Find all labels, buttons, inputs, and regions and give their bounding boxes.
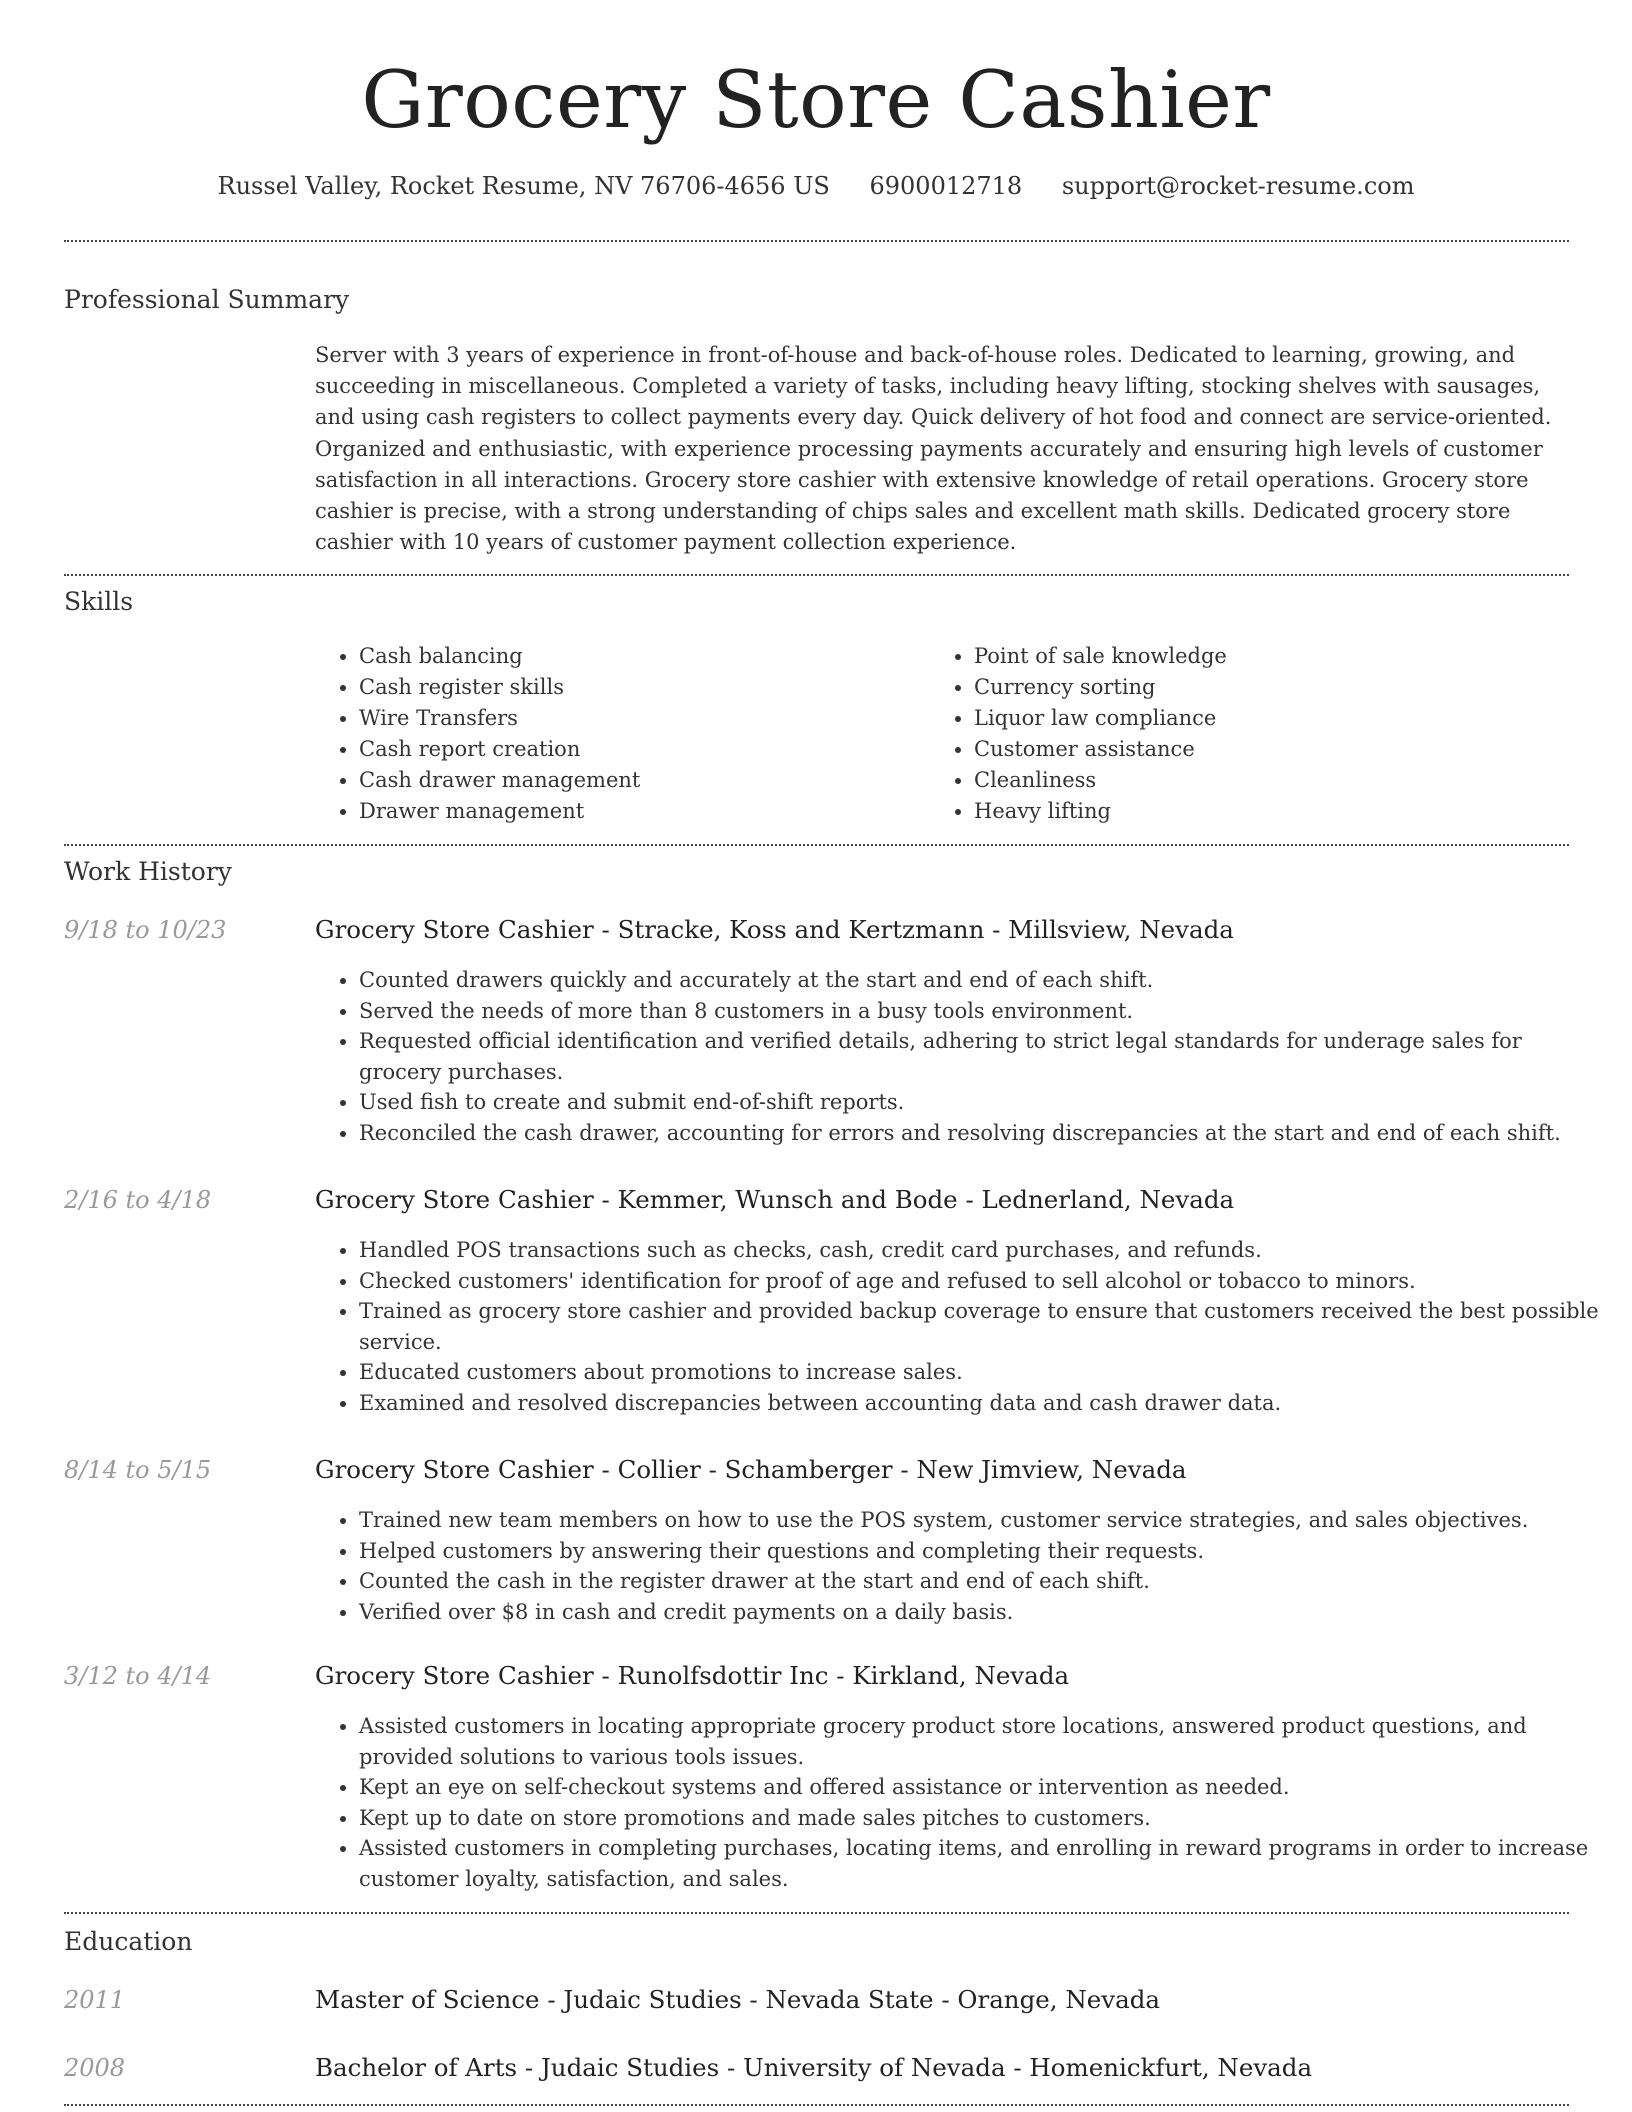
job-bullets	[315, 965, 1609, 1149]
skills-list-left	[315, 641, 640, 827]
section-divider	[64, 2104, 1569, 2106]
work-history-heading: Work History	[64, 857, 232, 886]
job-date: 3/12 to 4/14	[64, 1662, 212, 1690]
education-degree: Bachelor of Arts - Judaic Studies - University of Nevada - Homenickfurt, Nevada	[315, 2053, 1313, 2082]
education-degree: Master of Science - Judaic Studies - Nevada State - Orange, Nevada	[315, 1985, 1161, 2014]
contact-email: support@rocket-resume.com	[1061, 172, 1415, 200]
summary-heading: Professional Summary	[64, 285, 350, 314]
job-date: 8/14 to 5/15	[64, 1456, 212, 1484]
job-bullet: • Kept up to date on store promotions and made sales pitches to customers.	[359, 1803, 1609, 1834]
job-bullet: • Kept an eye on self-checkout systems and offered assistance or intervention as needed.	[359, 1772, 1609, 1803]
education-year: 2008	[64, 2054, 126, 2082]
job-bullet: • Handled POS transactions such as checks, cash, credit card purchases, and refunds.	[359, 1235, 1609, 1266]
contact-address: Russel Valley, Rocket Resume, NV 76706-4656 US	[217, 172, 830, 200]
resume-header	[0, 0, 1632, 202]
job-title: Grocery Store Cashier - Kemmer, Wunsch and Bode - Lednerland, Nevada	[315, 1185, 1235, 1214]
job-bullets	[315, 1711, 1609, 1895]
skill-item: • Cash register skills	[359, 672, 640, 703]
skills-heading: Skills	[64, 587, 134, 616]
skill-item: • Cash balancing	[359, 641, 640, 672]
job-title: Grocery Store Cashier - Runolfsdottir Inc - Kirkland, Nevada	[315, 1661, 1070, 1690]
candidate-name: Grocery Store Cashier	[361, 54, 1271, 146]
summary-text: Server with 3 years of experience in front-of-house and back-of-house roles. Dedicated to learning, growing, and succeeding in miscellaneous. Completed a variety of tasks, including heavy lifting, stocking shelves with sausages, and using cash registers to collect payments every day. Quick delivery of hot food and connect are service-oriented. Organized and enthusiastic, with experience processing payments accurately and ensuring high levels of customer satisfaction in all interactions. Grocery store cashier with extensive knowledge of retail operations. Grocery store cashier is precise, with a strong understanding of chips sales and excellent math skills. Dedicated grocery store cashier with 10 years of customer payment collection experience.	[315, 343, 1552, 555]
job-bullet: • Counted the cash in the register drawer at the start and end of each shift.	[359, 1566, 1609, 1597]
job-bullet: • Verified over $8 in cash and credit payments on a daily basis.	[359, 1597, 1609, 1628]
job-bullet: • Assisted customers in locating appropriate grocery product store locations, answered product questions, and provided solutions to various tools issues.	[359, 1711, 1609, 1772]
job-bullet: • Served the needs of more than 8 customers in a busy tools environment.	[359, 996, 1609, 1027]
job-bullets	[315, 1505, 1609, 1627]
section-divider	[64, 240, 1569, 242]
section-divider	[64, 574, 1569, 576]
skill-item: • Heavy lifting	[974, 796, 1227, 827]
section-divider	[64, 1912, 1569, 1914]
skill-item: • Currency sorting	[974, 672, 1227, 703]
skills-list-right	[930, 641, 1227, 827]
section-divider	[64, 844, 1569, 846]
job-bullet: • Reconciled the cash drawer, accounting for errors and resolving discrepancies at the start and end of each shift.	[359, 1118, 1609, 1149]
job-bullet: • Used fish to create and submit end-of-shift reports.	[359, 1087, 1609, 1118]
job-bullet: • Trained as grocery store cashier and provided backup coverage to ensure that customers received the best possible service.	[359, 1296, 1609, 1357]
job-bullets	[315, 1235, 1609, 1419]
skill-item: • Drawer management	[359, 796, 640, 827]
job-title: Grocery Store Cashier - Stracke, Koss and Kertzmann - Millsview, Nevada	[315, 915, 1234, 944]
job-date: 9/18 to 10/23	[64, 916, 227, 944]
job-bullet: • Assisted customers in completing purchases, locating items, and enrolling in reward programs in order to increase customer loyalty, satisfaction, and sales.	[359, 1833, 1609, 1894]
job-date: 2/16 to 4/18	[64, 1186, 212, 1214]
skill-item: • Cash report creation	[359, 734, 640, 765]
job-bullet: • Educated customers about promotions to increase sales.	[359, 1357, 1609, 1388]
job-bullet: • Checked customers' identification for proof of age and refused to sell alcohol or tobacco to minors.	[359, 1266, 1609, 1297]
skill-item: • Cash drawer management	[359, 765, 640, 796]
contact-line	[0, 170, 1632, 202]
job-title: Grocery Store Cashier - Collier - Schamberger - New Jimview, Nevada	[315, 1455, 1187, 1484]
skill-item: • Point of sale knowledge	[974, 641, 1227, 672]
skill-item: • Cleanliness	[974, 765, 1227, 796]
education-heading: Education	[64, 1927, 193, 1956]
skill-item: • Wire Transfers	[359, 703, 640, 734]
contact-phone: 6900012718	[869, 172, 1023, 200]
education-year: 2011	[64, 1986, 126, 2014]
skill-item: • Liquor law compliance	[974, 703, 1227, 734]
job-bullet: • Examined and resolved discrepancies between accounting data and cash drawer data.	[359, 1388, 1609, 1419]
job-bullet: • Counted drawers quickly and accurately at the start and end of each shift.	[359, 965, 1609, 996]
skill-item: • Customer assistance	[974, 734, 1227, 765]
job-bullet: • Helped customers by answering their questions and completing their requests.	[359, 1536, 1609, 1567]
job-bullet: • Requested official identification and verified details, adhering to strict legal standards for underage sales for grocery purchases.	[359, 1026, 1609, 1087]
job-bullet: • Trained new team members on how to use the POS system, customer service strategies, and sales objectives.	[359, 1505, 1609, 1536]
